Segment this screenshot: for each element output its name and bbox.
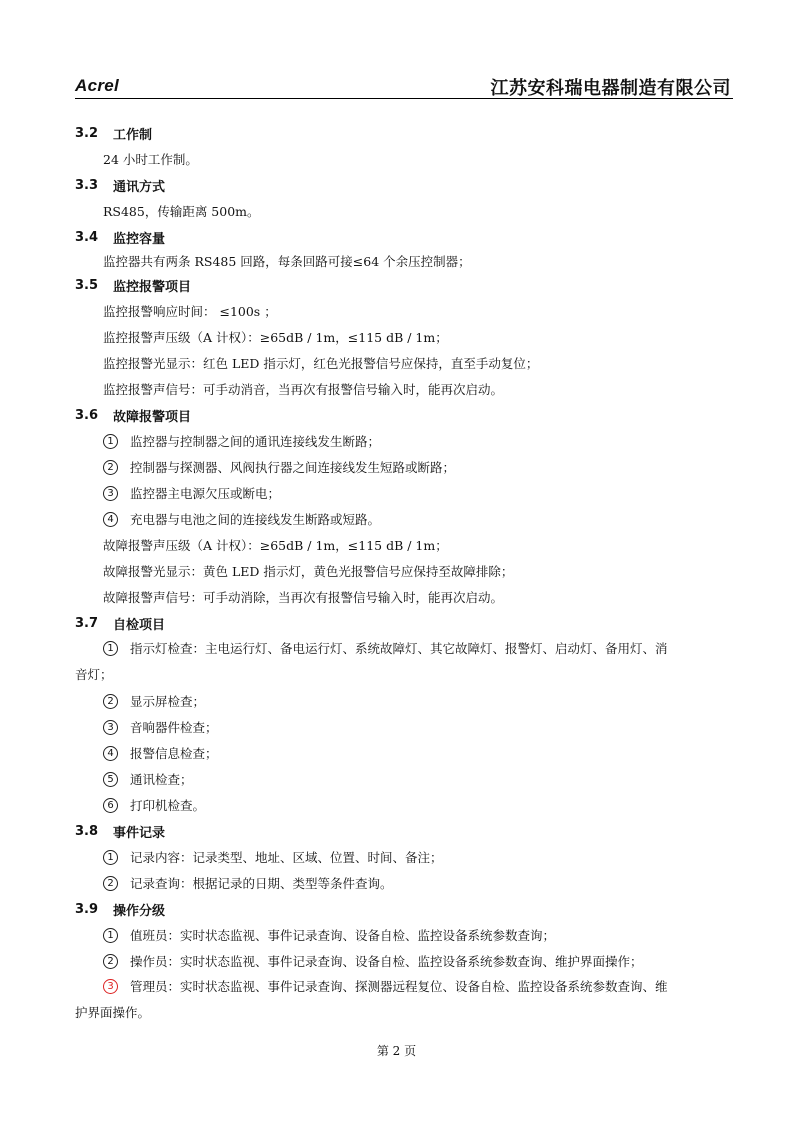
list-item-text: 控制器与探测器、风阀执行器之间连接线发生短路或断路；	[130, 460, 456, 475]
list-item	[75, 948, 737, 974]
section-title: 监控容量	[113, 231, 166, 247]
paragraph: 监控报警响应时间： ≤100s ；	[103, 304, 277, 319]
paragraph: 监控报警声信号：可手动消音，当再次有报警信号输入时，能再次启动。	[103, 382, 504, 397]
list-item	[75, 922, 737, 948]
list-item	[75, 636, 737, 688]
circled-number-icon: 1	[103, 928, 118, 943]
list-item-text: 打印机检查。	[130, 798, 206, 813]
section-heading-3-8	[75, 818, 737, 844]
paragraph: 监控报警声压级（A 计权）：≥65dB / 1m，≤115 dB / 1m；	[103, 330, 448, 345]
list-item	[75, 792, 737, 818]
paragraph: 监控器共有两条 RS485 回路，每条回路可接≤64 个余压控制器；	[103, 254, 471, 269]
list-item-text: 监控器主电源欠压或断电；	[130, 486, 281, 501]
circled-number-icon: 1	[103, 850, 118, 865]
circled-number-icon: 5	[103, 772, 118, 787]
circled-number-icon: 4	[103, 746, 118, 761]
list-item-text: 值班员：实时状态监视、事件记录查询、设备自检、监控设备系统参数查询；	[130, 928, 556, 943]
paragraph: 监控报警光显示：红色 LED 指示灯，红色光报警信号应保持，直至手动复位；	[103, 356, 539, 371]
list-item	[75, 974, 737, 1026]
list-item-text-continuation: 护界面操作。	[75, 1005, 151, 1020]
circled-number-icon: 3	[103, 720, 118, 735]
section-number: 3.8	[75, 823, 99, 839]
circled-number-icon: 2	[103, 954, 118, 969]
section-heading-3-3	[75, 172, 737, 198]
circled-number-icon: 3	[103, 979, 118, 994]
list-item	[75, 766, 737, 792]
section-number: 3.3	[75, 177, 99, 193]
circled-number-icon: 2	[103, 460, 118, 475]
list-item	[75, 480, 737, 506]
section-heading-3-6	[75, 402, 737, 428]
document-body	[75, 120, 737, 1026]
list-item-text: 监控器与控制器之间的通讯连接线发生断路；	[130, 434, 381, 449]
section-number: 3.2	[75, 125, 99, 141]
list-item-text: 通讯检查；	[130, 772, 193, 787]
section-number: 3.5	[75, 277, 99, 293]
paragraph: RS485，传输距离 500m。	[103, 204, 260, 219]
section-heading-3-4	[75, 224, 737, 250]
section-heading-3-2	[75, 120, 737, 146]
section-heading-3-5	[75, 272, 737, 298]
list-item	[75, 454, 737, 480]
list-item-text: 指示灯检查：主电运行灯、备电运行灯、系统故障灯、其它故障灯、报警灯、启动灯、备用灯、消	[130, 641, 668, 656]
section-title: 通讯方式	[113, 179, 166, 195]
section-number: 3.9	[75, 901, 99, 917]
section-number: 3.6	[75, 407, 99, 423]
list-item	[75, 740, 737, 766]
section-title: 故障报警项目	[113, 409, 192, 425]
list-item	[75, 688, 737, 714]
page-number: 第 2 页	[376, 1044, 417, 1058]
section-title: 监控报警项目	[113, 279, 192, 295]
section-heading-3-7	[75, 610, 737, 636]
list-item-text: 记录内容：记录类型、地址、区域、位置、时间、备注；	[130, 850, 443, 865]
paragraph: 故障报警声信号：可手动消除，当再次有报警信号输入时，能再次启动。	[103, 590, 504, 605]
list-item	[75, 428, 737, 454]
list-item	[75, 714, 737, 740]
list-item	[75, 506, 737, 532]
circled-number-icon: 2	[103, 876, 118, 891]
paragraph: 24 小时工作制。	[103, 152, 198, 167]
section-title: 工作制	[113, 127, 153, 143]
section-title: 事件记录	[113, 825, 166, 841]
circled-number-icon: 1	[103, 641, 118, 656]
circled-number-icon: 1	[103, 434, 118, 449]
list-item	[75, 844, 737, 870]
list-item-text: 显示屏检查；	[130, 694, 206, 709]
list-item-text: 报警信息检查；	[130, 746, 218, 761]
section-title: 操作分级	[113, 903, 166, 919]
list-item-text: 音响器件检查；	[130, 720, 218, 735]
section-number: 3.7	[75, 615, 99, 631]
circled-number-icon: 6	[103, 798, 118, 813]
circled-number-icon: 2	[103, 694, 118, 709]
list-item-text: 记录查询：根据记录的日期、类型等条件查询。	[130, 876, 393, 891]
list-item	[75, 870, 737, 896]
list-item-text: 操作员：实时状态监视、事件记录查询、设备自检、监控设备系统参数查询、维护界面操作；	[130, 954, 643, 969]
section-title: 自检项目	[113, 617, 166, 633]
header-company-name: 江苏安科瑞电器制造有限公司	[490, 78, 731, 99]
circled-number-icon: 3	[103, 486, 118, 501]
header-divider	[75, 98, 733, 99]
list-item-text: 充电器与电池之间的连接线发生断路或短路。	[130, 512, 381, 527]
paragraph: 故障报警声压级（A 计权）：≥65dB / 1m，≤115 dB / 1m；	[103, 538, 448, 553]
list-item-text-continuation: 音灯；	[75, 667, 113, 682]
section-number: 3.4	[75, 229, 99, 245]
header-logo: Acrel	[75, 76, 120, 95]
circled-number-icon: 4	[103, 512, 118, 527]
section-heading-3-9	[75, 896, 737, 922]
paragraph: 故障报警光显示：黄色 LED 指示灯，黄色光报警信号应保持至故障排除；	[103, 564, 514, 579]
list-item-text: 管理员：实时状态监视、事件记录查询、探测器远程复位、设备自检、监控设备系统参数查询、维	[130, 979, 668, 994]
